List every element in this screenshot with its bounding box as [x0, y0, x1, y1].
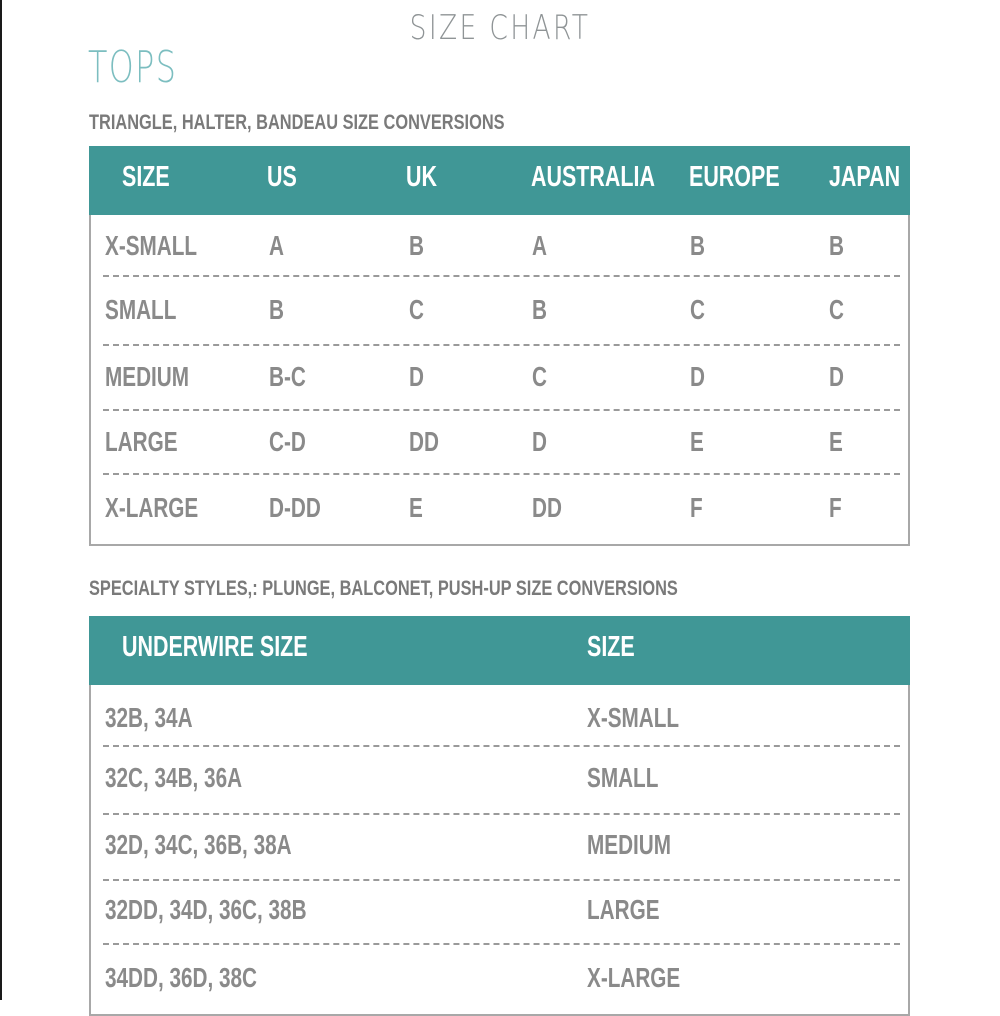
row-divider [103, 745, 900, 747]
table-cell: SMALL [105, 294, 177, 325]
table-cell: C [829, 294, 844, 325]
row-divider [103, 813, 900, 815]
row-divider [103, 275, 900, 277]
table-cell: 34DD, 36D, 38C [105, 962, 258, 993]
row-divider [103, 344, 900, 346]
page-title: SIZE CHART [409, 8, 591, 48]
row-divider [103, 879, 900, 881]
table-cell: E [409, 492, 423, 523]
table-cell: B [532, 294, 547, 325]
table-cell: DD [532, 492, 562, 523]
table1-header-size: SIZE [122, 161, 170, 193]
table-cell: X-LARGE [587, 962, 681, 993]
table-cell: B [269, 294, 284, 325]
table-cell: F [829, 492, 842, 523]
table-cell: 32DD, 34D, 36C, 38B [105, 894, 307, 925]
table-cell: SMALL [587, 762, 659, 793]
table1-header-uk: UK [406, 161, 437, 193]
table-cell: A [532, 230, 547, 261]
table-cell: C [409, 294, 424, 325]
table2-header-underwire-size: UNDERWIRE SIZE [122, 631, 308, 663]
table1-header-row [89, 146, 910, 215]
table-cell: B-C [269, 361, 306, 392]
underwire-conversion-table [89, 616, 910, 1016]
table2-subtitle: SPECIALTY STYLES,: PLUNGE, BALCONET, PUSH-UP SIZE CONVERSIONS [89, 577, 678, 600]
table1-header-australia: AUSTRALIA [531, 161, 655, 193]
section-title-tops: TOPS [88, 42, 178, 93]
table-cell: DD [409, 426, 439, 457]
row-divider [103, 943, 900, 945]
table-cell: D [532, 426, 547, 457]
table-cell: LARGE [105, 426, 178, 457]
table-cell: D [829, 361, 844, 392]
row-divider [103, 409, 900, 411]
table-cell: X-SMALL [587, 702, 680, 733]
size-conversion-table [89, 146, 910, 546]
table-cell: MEDIUM [587, 829, 672, 860]
table-cell: X-SMALL [105, 230, 198, 261]
table-cell: D [409, 361, 424, 392]
row-divider [103, 473, 900, 475]
table-cell: E [829, 426, 843, 457]
table-cell: B [409, 230, 424, 261]
table-cell: C-D [269, 426, 306, 457]
table1-header-us: US [267, 161, 297, 193]
table-cell: C [532, 361, 547, 392]
left-edge-border [0, 0, 2, 1000]
table-cell: A [269, 230, 284, 261]
table-cell: D-DD [269, 492, 321, 523]
table-cell: MEDIUM [105, 361, 190, 392]
table-cell: X-LARGE [105, 492, 199, 523]
table-cell: 32C, 34B, 36A [105, 762, 243, 793]
table-cell: D [690, 361, 705, 392]
table1-header-japan: JAPAN [829, 161, 901, 193]
table-cell: E [690, 426, 704, 457]
table-cell: LARGE [587, 894, 660, 925]
table-cell: B [690, 230, 705, 261]
table2-header-row [89, 616, 910, 685]
table2-header-size: SIZE [587, 631, 635, 663]
table1-subtitle: TRIANGLE, HALTER, BANDEAU SIZE CONVERSIONS [89, 111, 505, 134]
table-cell: 32D, 34C, 36B, 38A [105, 829, 292, 860]
table-cell: C [690, 294, 705, 325]
table1-header-europe: EUROPE [689, 161, 780, 193]
table-cell: F [690, 492, 703, 523]
table-cell: B [829, 230, 844, 261]
table-cell: 32B, 34A [105, 702, 193, 733]
